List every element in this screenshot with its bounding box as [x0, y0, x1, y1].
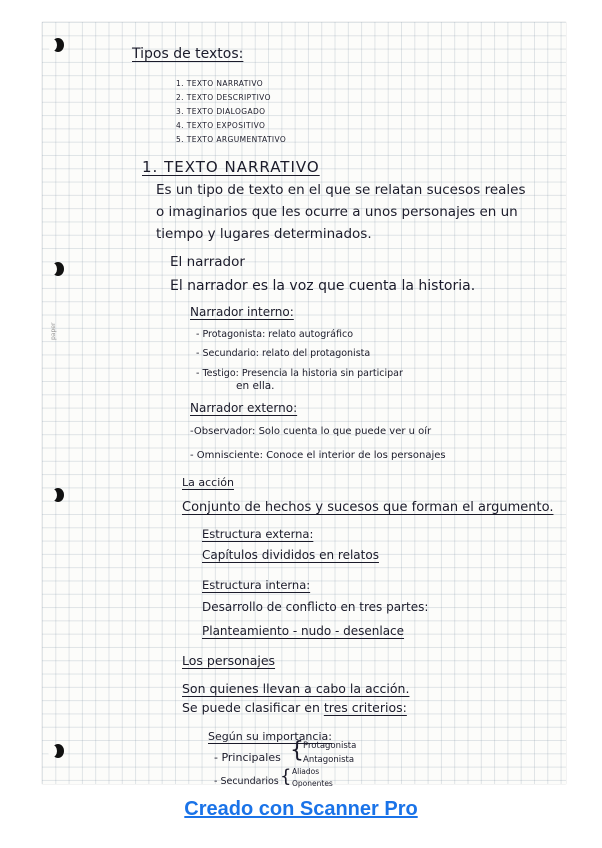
notebook-page	[42, 22, 566, 788]
page-title: Tipos de textos:	[132, 46, 244, 62]
definition: Conjunto de hechos y sucesos que forman el argumento.	[182, 500, 554, 515]
footer	[0, 798, 602, 821]
paper-watermark: paper	[50, 322, 57, 340]
list-item: Capítulos divididos en relatos	[202, 548, 379, 562]
criteria-text: tres criterios:	[323, 700, 407, 715]
binder-hole-icon	[52, 38, 64, 52]
list-item: - Principales	[214, 751, 281, 764]
sub-item: Oponentes	[292, 779, 333, 788]
intro-line: Es un tipo de texto en el que se relatan sucesos reales	[156, 182, 526, 198]
binder-hole-icon	[52, 744, 64, 758]
type-item: 2. TEXTO DESCRIPTIVO	[176, 93, 271, 102]
definition	[182, 700, 407, 715]
type-item: 5. TEXTO ARGUMENTATIVO	[176, 135, 287, 144]
definition-text: Se puede clasificar en	[182, 700, 324, 715]
binder-hole-icon	[52, 488, 64, 502]
definition: El narrador es la voz que cuenta la historia.	[170, 278, 476, 294]
subheading: Los personajes	[182, 653, 276, 668]
list-item: - Protagonista: relato autográfico	[196, 329, 354, 340]
subheading: La acción	[182, 476, 234, 489]
subheading: Según su importancia:	[208, 730, 332, 743]
list-item: - Testigo: Presencia la historia sin participar	[196, 368, 403, 379]
intro-line: tiempo y lugares determinados.	[156, 226, 372, 242]
subheading: Estructura interna:	[202, 578, 311, 592]
brace-icon: {	[290, 738, 304, 763]
subheading: Estructura externa:	[202, 527, 314, 541]
scanner-pro-link[interactable]: Creado con Scanner Pro	[184, 798, 418, 820]
subheading: Narrador externo:	[190, 401, 298, 415]
section-heading: 1. TEXTO NARRATIVO	[142, 158, 320, 176]
sub-item: Protagonista	[303, 741, 357, 751]
intro-line: o imaginarios que les ocurre a unos personajes en un	[156, 204, 518, 220]
subheading: El narrador	[170, 254, 245, 270]
list-item: en ella.	[236, 380, 275, 392]
type-item: 1. TEXTO NARRATIVO	[176, 79, 264, 88]
type-item: 3. TEXTO DIALOGADO	[176, 107, 266, 116]
brace-icon: {	[280, 766, 292, 787]
definition: Son quienes llevan a cabo la acción.	[182, 681, 410, 696]
list-item: - Omnisciente: Conoce el interior de los personajes	[190, 450, 446, 461]
list-item: - Secundario: relato del protagonista	[196, 348, 371, 359]
binder-hole-icon	[52, 262, 64, 276]
sub-item: Antagonista	[303, 755, 355, 765]
list-item: Planteamiento - nudo - desenlace	[202, 624, 405, 638]
list-item: -Observador: Solo cuenta lo que puede ver u oír	[190, 426, 432, 437]
sub-item: Aliados	[292, 767, 320, 776]
type-item: 4. TEXTO EXPOSITIVO	[176, 121, 266, 130]
list-item: Desarrollo de conflicto en tres partes:	[202, 600, 429, 614]
subheading: Narrador interno:	[190, 305, 294, 319]
list-item: - Secundarios	[214, 776, 279, 787]
